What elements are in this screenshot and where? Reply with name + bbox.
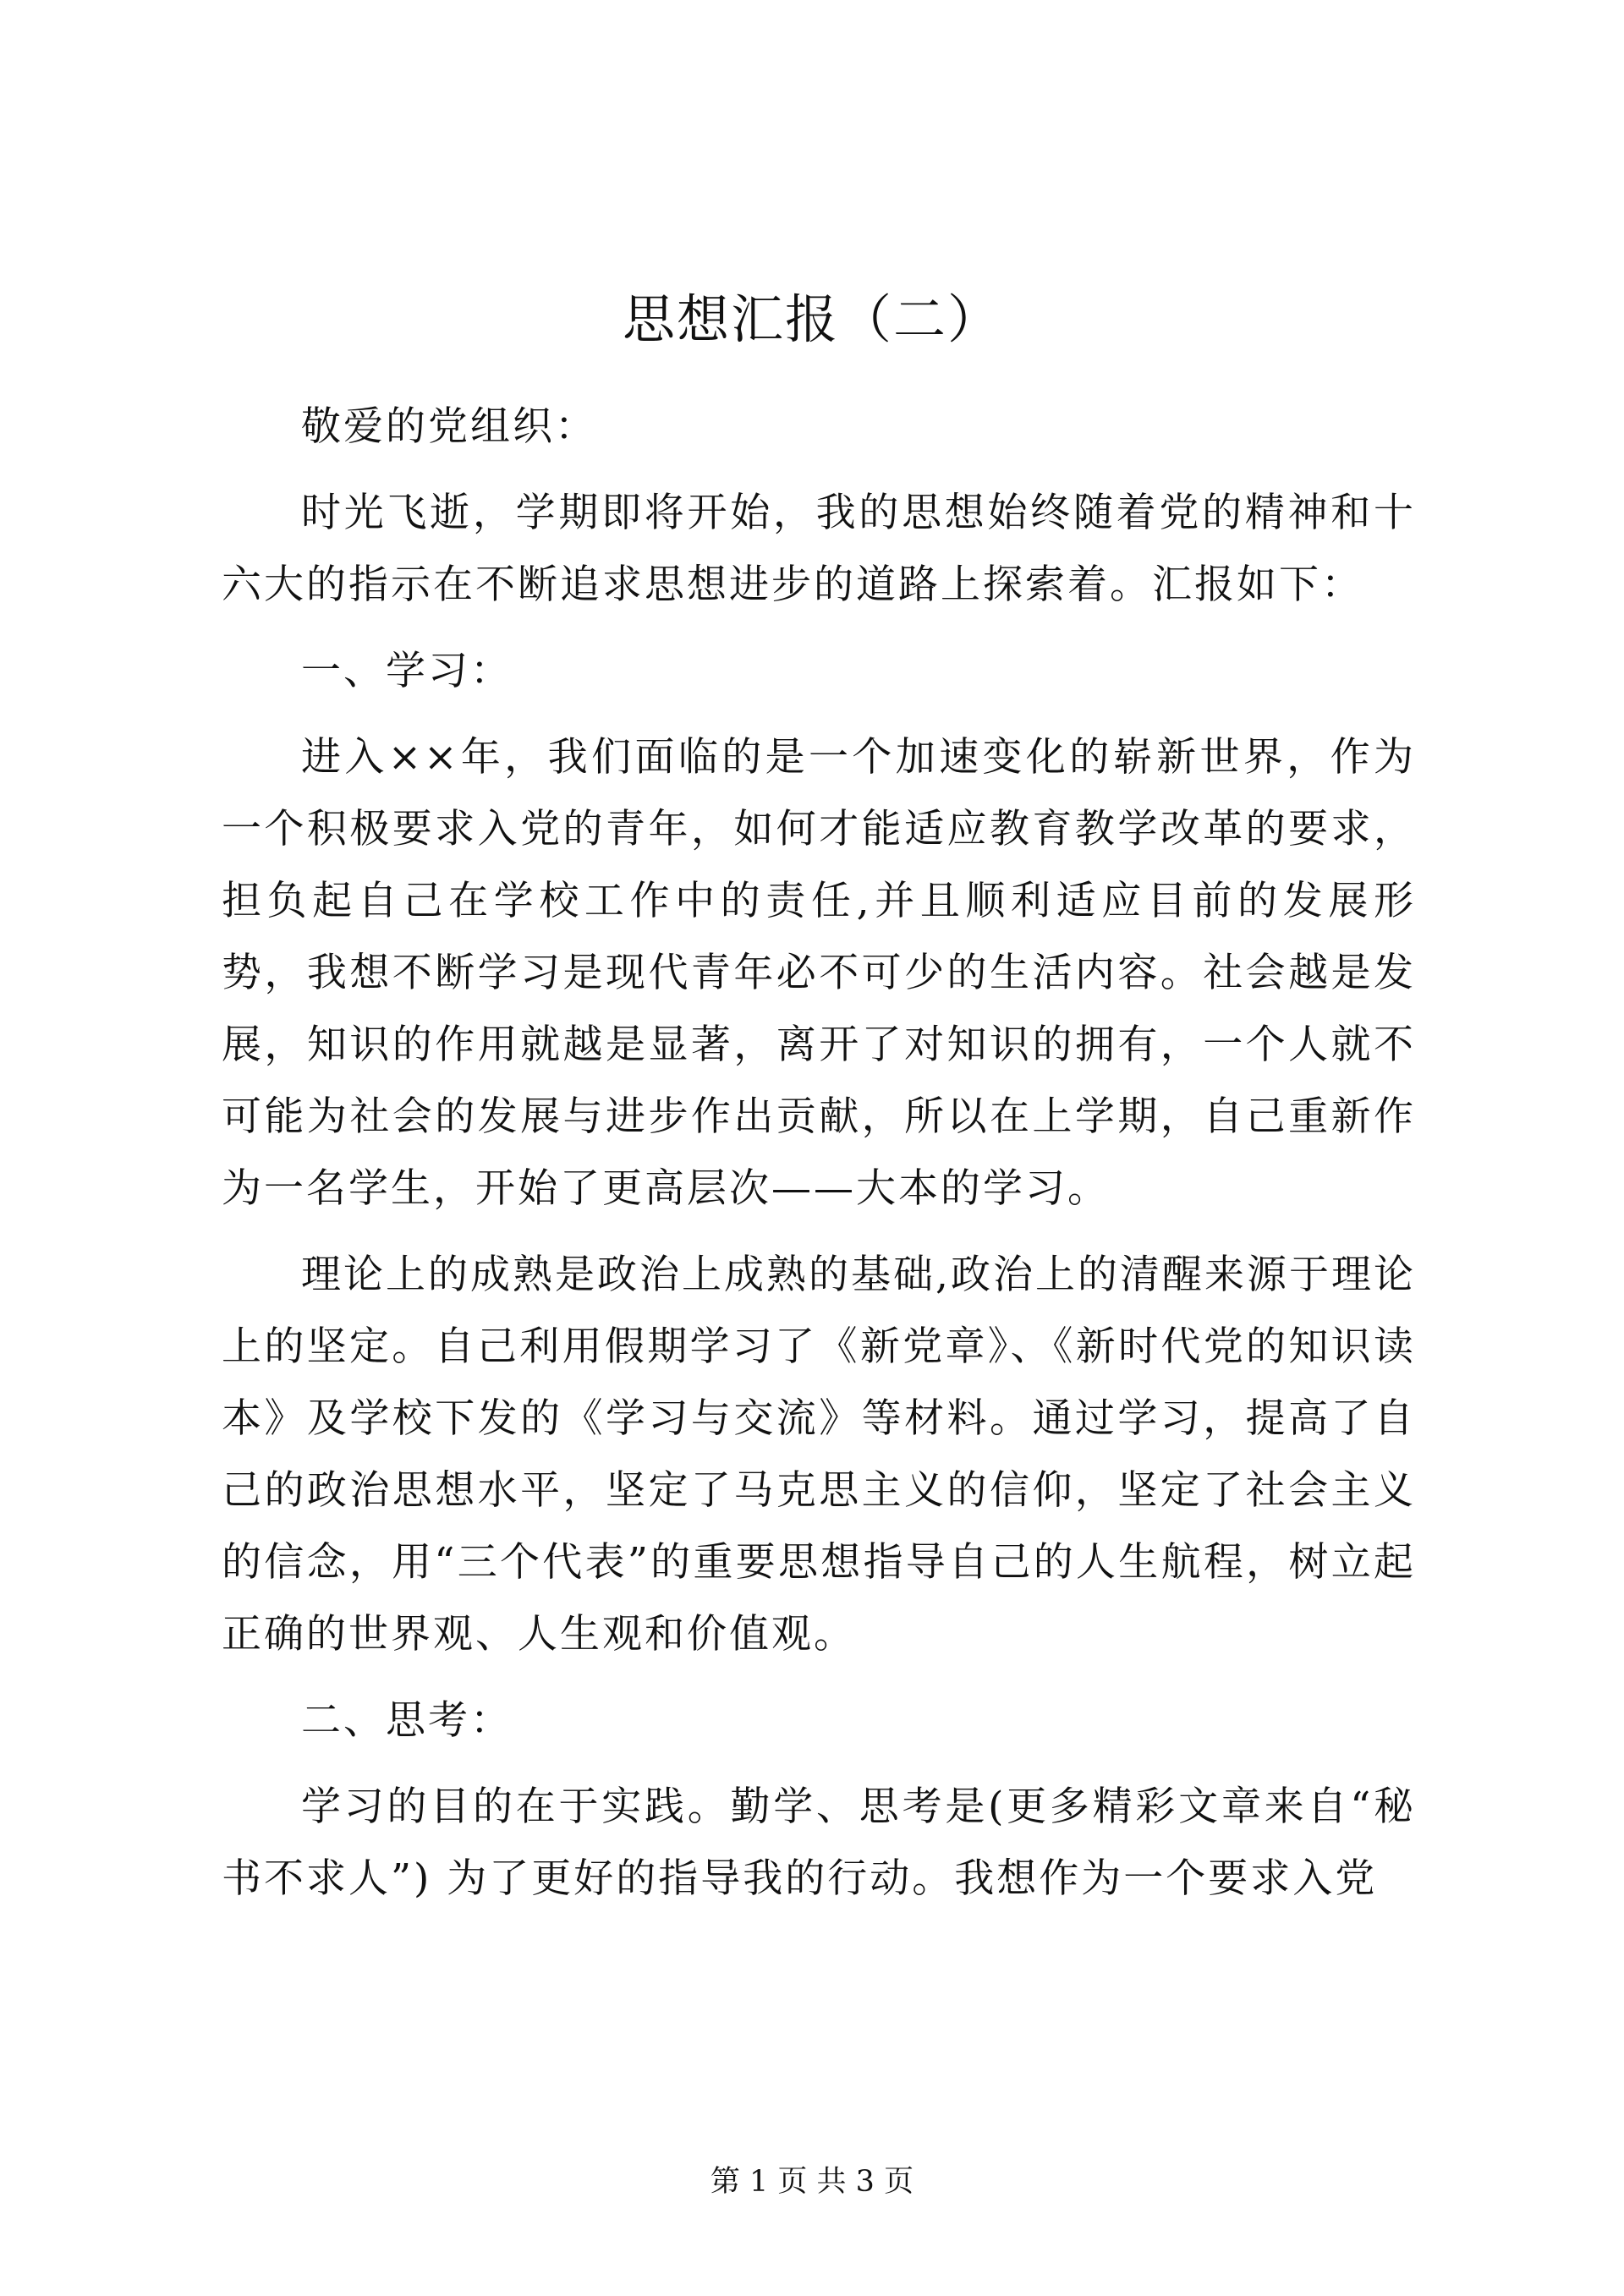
study-paragraph-1: 进入××年，我们面临的是一个加速变化的崭新世界，作为一个积极要求入党的青年，如何才能适应教育教学改革的要求，担负起自己在学校工作中的责任,并且顺利适应目前的发展形势，我想不断学习是现代青年必不可少的生活内容。社会越是发展，知识的作用就越是显著，离开了对知识的拥有，一个人就不可能为社会的发展与进步作出贡献，所以在上学期，自己重新作为一名学生，开始了更高层次——大本的学习。 bbox=[222, 734, 1416, 1212]
thinking-paragraph: 学习的目的在于实践。勤学、思考是(更多精彩文章来自“秘书不求人”) 为了更好的指导我的行动。我想作为一个要求入党 bbox=[222, 1784, 1416, 1902]
section-heading-study: 一、学习： bbox=[301, 648, 513, 694]
page-number-footer: 第 1 页 共 3 页 bbox=[710, 2165, 914, 2199]
study-paragraph-2: 理论上的成熟是政治上成熟的基础,政治上的清醒来源于理论上的坚定。自己利用假期学习了《新党章》、《新时代党的知识读本》及学校下发的《学习与交流》等材料。通过学习，提高了自己的政治思想水平，坚定了马克思主义的信仰，坚定了社会主义的信念，用“三个代表”的重要思想指导自己的人生航程，树立起正确的世界观、人生观和价值观。 bbox=[222, 1252, 1416, 1658]
section-heading-thinking: 二、思考： bbox=[301, 1697, 513, 1744]
salutation: 敬爱的党组织： bbox=[301, 403, 597, 450]
document-body bbox=[222, 391, 1416, 1929]
document-title: 思想汇报（二） bbox=[622, 288, 1001, 350]
intro-paragraph: 时光飞逝，学期即将开始，我的思想始终随着党的精神和十六大的指示在不断追求思想进步的道路上探索着。汇报如下： bbox=[222, 490, 1416, 608]
